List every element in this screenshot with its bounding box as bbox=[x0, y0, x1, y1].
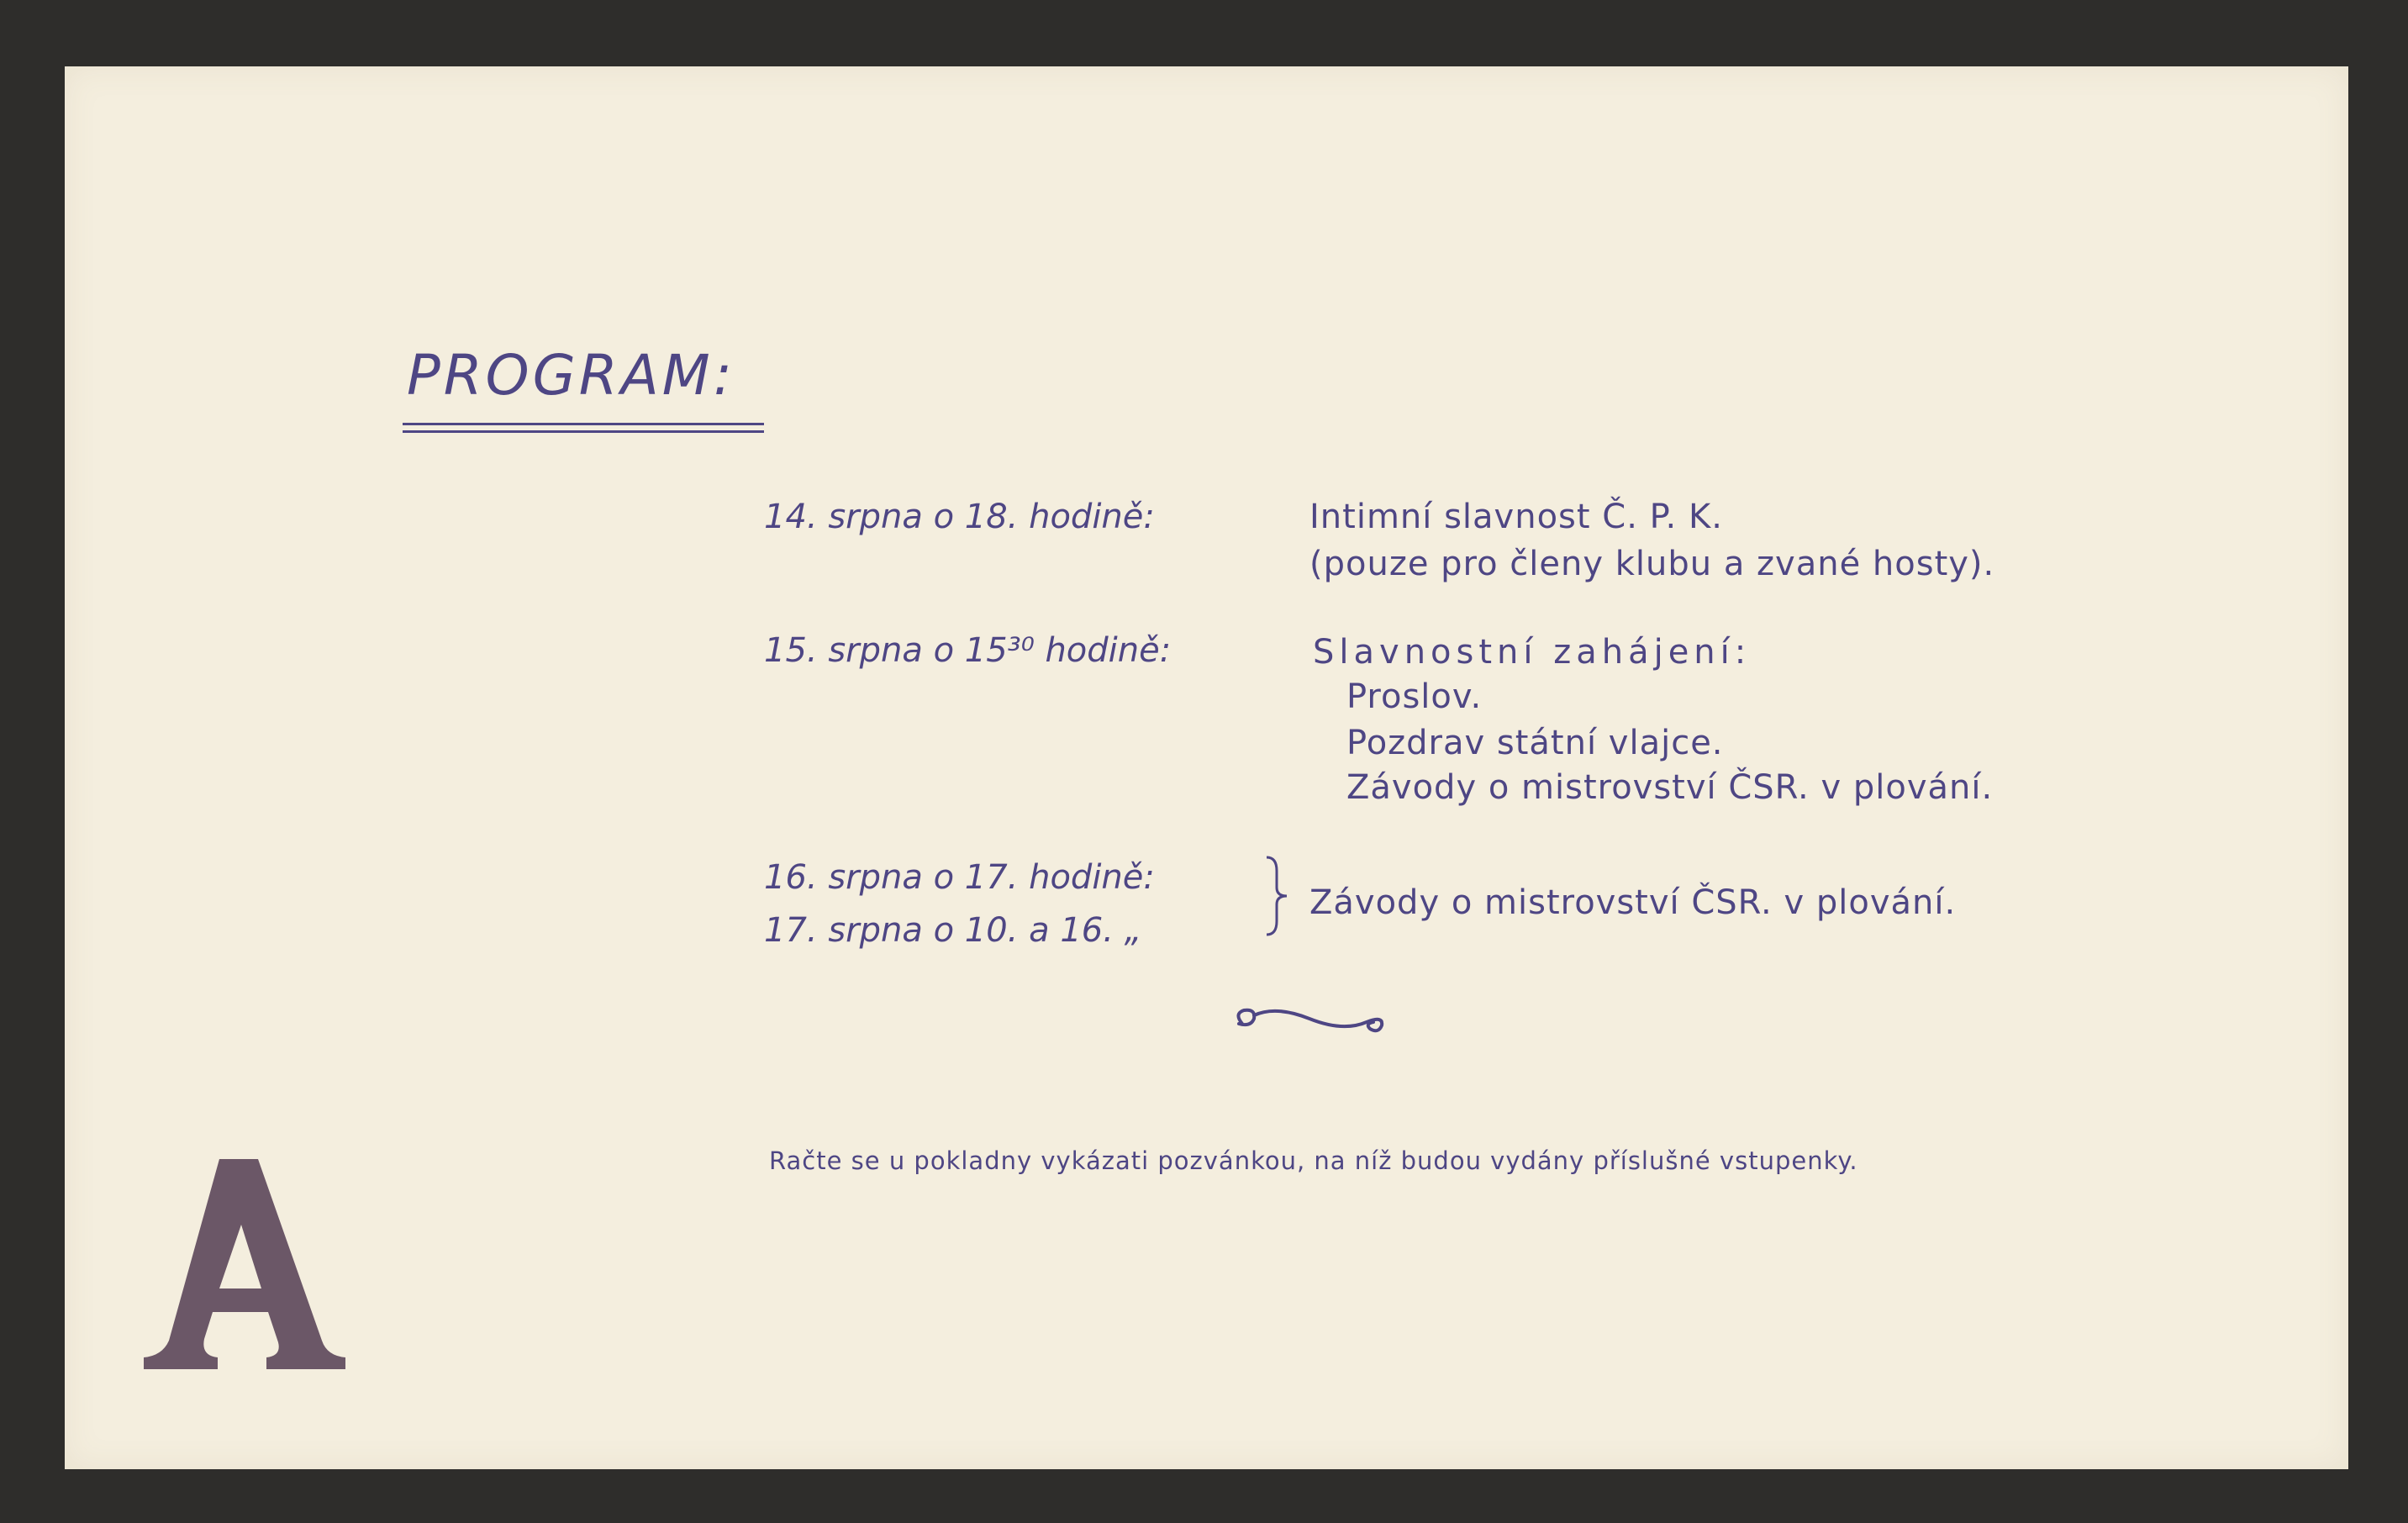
invitation-card bbox=[65, 66, 2348, 1469]
entry-3-when-2: 17. srpna o 10. a 16. „ bbox=[764, 911, 1142, 950]
entry-2-when: 15. srpna o 15³⁰ hodině: bbox=[764, 631, 1172, 670]
entry-3-line-1: Závody o mistrovství ČSR. v plování. bbox=[1309, 883, 1957, 922]
title-double-rule bbox=[403, 423, 764, 433]
flourish-ornament-icon bbox=[1217, 999, 1398, 1041]
entry-1-when: 14. srpna o 18. hodině: bbox=[764, 498, 1155, 536]
curly-brace-icon bbox=[1262, 854, 1295, 938]
entry-1-line-1: Intimní slavnost Č. P. K. bbox=[1309, 498, 1723, 536]
entry-2-line-3: Pozdrav státní vlajce. bbox=[1346, 724, 1724, 762]
entry-2-line-4: Závody o mistrovství ČSR. v plování. bbox=[1346, 768, 1994, 807]
entry-1-line-2: (pouze pro členy klubu a zvané hosty). bbox=[1309, 545, 1995, 583]
entry-2-line-2: Proslov. bbox=[1346, 677, 1483, 716]
ticket-note: Račte se u pokladny vykázati pozvánkou, na níž budou vydány příslušné vstupenky. bbox=[769, 1146, 1858, 1175]
program-title: PROGRAM: bbox=[407, 343, 735, 408]
entry-3-when-1: 16. srpna o 17. hodině: bbox=[764, 858, 1155, 897]
stamp-letter-a bbox=[132, 1147, 359, 1374]
entry-2-line-1: Slavnostní zahájení: bbox=[1313, 633, 1752, 672]
